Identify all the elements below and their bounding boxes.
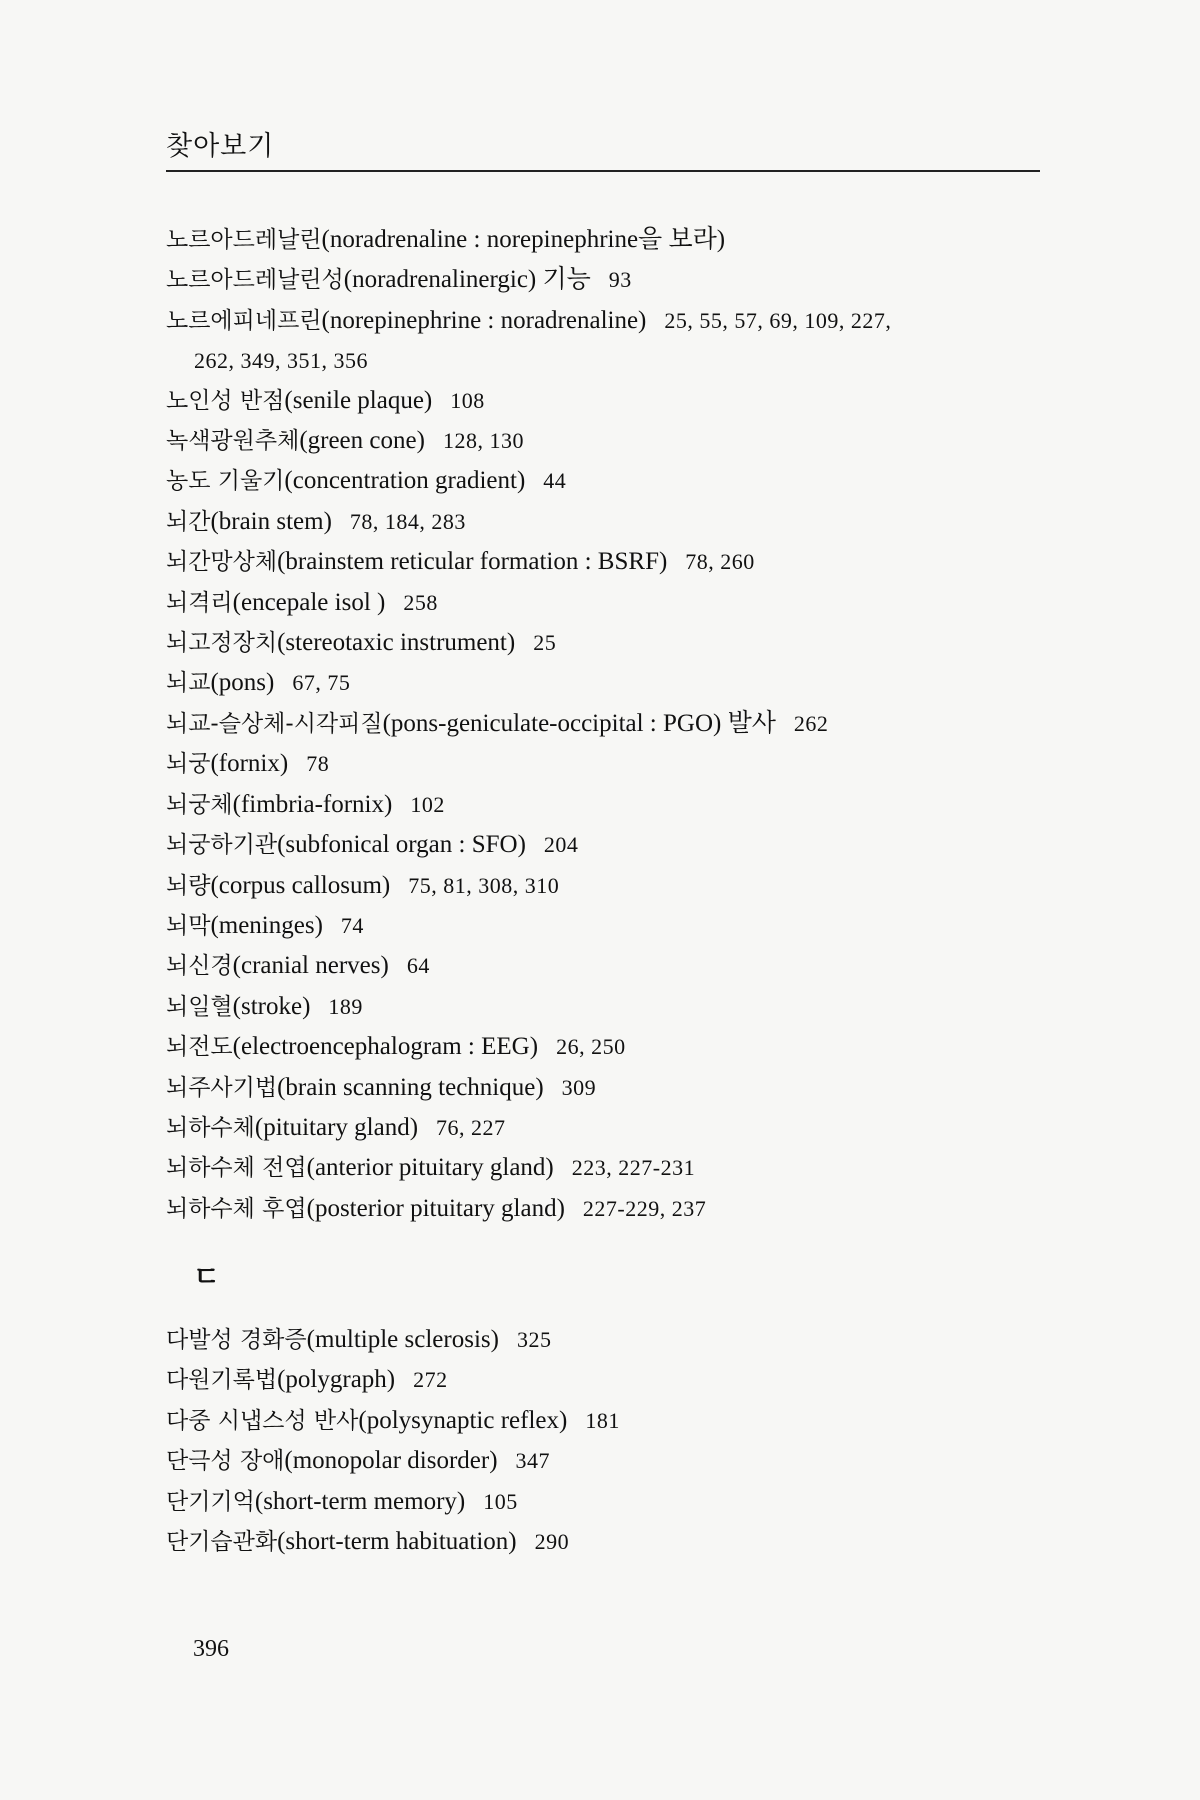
entry-pages: 290 xyxy=(534,1529,570,1555)
entry-pages: 74 xyxy=(340,912,364,938)
index-entry-continuation xyxy=(166,341,1046,380)
entry-pages: 102 xyxy=(410,791,445,817)
entry-english-term: (pituitary gland) xyxy=(254,1113,419,1141)
index-entry xyxy=(166,583,1046,623)
entry-pages: 64 xyxy=(406,953,430,979)
entry-pages: 108 xyxy=(450,387,485,413)
index-entry xyxy=(166,1027,1046,1067)
entry-pages: 75, 81, 308, 310 xyxy=(408,872,560,898)
index-entry xyxy=(166,1189,1046,1229)
entry-korean-term: 뇌전도 xyxy=(166,1034,233,1061)
entry-pages: 105 xyxy=(483,1488,518,1514)
index-entry xyxy=(166,866,1046,906)
index-entry xyxy=(166,1148,1046,1188)
entry-pages: 258 xyxy=(403,589,438,615)
entry-english-term: (monopolar disorder) xyxy=(284,1447,498,1475)
index-entry xyxy=(166,623,1046,663)
entry-korean-term: 농도 기울기 xyxy=(166,468,285,495)
index-entry xyxy=(166,301,1046,341)
entry-pages: 25 xyxy=(533,630,557,656)
entry-korean-term: 뇌일혈 xyxy=(166,993,233,1020)
entry-korean-term: 노르에피네프린 xyxy=(166,307,322,334)
entry-pages: 181 xyxy=(585,1407,620,1433)
entry-english-term: (stereotaxic instrument) xyxy=(277,629,516,657)
section-heading-d: ㄷ xyxy=(193,1260,221,1293)
index-entry xyxy=(166,1482,1046,1522)
entry-pages: 128, 130 xyxy=(442,428,524,454)
index-list-n xyxy=(166,220,1046,1229)
entry-korean-term: 뇌교 xyxy=(166,670,211,697)
index-entry xyxy=(166,502,1046,542)
entry-korean-term: 뇌격리 xyxy=(166,589,233,616)
entry-english-term: (short-term habituation) xyxy=(277,1528,517,1556)
entry-english-term: (fimbria-fornix) xyxy=(232,790,393,818)
entry-english-term: (senile plaque) xyxy=(284,386,433,414)
entry-english-term: (cranial nerves) xyxy=(232,952,389,980)
entry-pages: 227-229, 237 xyxy=(582,1195,707,1221)
page-number: 396 xyxy=(193,1636,229,1662)
entry-pages: 25, 55, 57, 69, 109, 227, xyxy=(664,307,892,333)
entry-english-term: (anterior pituitary gland) xyxy=(306,1154,554,1182)
entry-korean-term: 단기습관화 xyxy=(166,1529,278,1556)
entry-pages: 347 xyxy=(515,1448,551,1474)
index-entry xyxy=(166,744,1046,784)
entry-pages: 26, 250 xyxy=(556,1034,626,1060)
entry-korean-term: 뇌궁 xyxy=(166,751,211,778)
entry-pages: 189 xyxy=(328,993,363,1019)
entry-pages: 78, 260 xyxy=(685,549,755,575)
page-header xyxy=(166,130,1040,172)
header-divider xyxy=(166,170,1040,172)
index-entry xyxy=(166,946,1046,986)
entry-english-term: (fornix) xyxy=(210,750,289,778)
index-entry xyxy=(166,1401,1046,1441)
entry-english-term: (encepale isol ) xyxy=(232,588,386,616)
entry-pages: 93 xyxy=(608,267,632,293)
entry-korean-term: 다중 시냅스성 반사 xyxy=(166,1407,359,1434)
entry-korean-term: 노르아드레날린성 xyxy=(166,267,344,294)
index-entry xyxy=(166,1068,1046,1108)
index-entry xyxy=(166,825,1046,865)
entry-english-term: (multiple sclerosis) xyxy=(306,1326,499,1353)
entry-english-term: (posterior pituitary gland) xyxy=(306,1194,565,1222)
index-entry xyxy=(166,1522,1046,1562)
index-entry xyxy=(166,785,1046,825)
index-entry xyxy=(166,1320,1046,1360)
entry-korean-term: 뇌주사기법 xyxy=(166,1074,278,1101)
entry-pages: 78, 184, 283 xyxy=(349,508,466,534)
entry-pages: 309 xyxy=(561,1074,597,1100)
entry-pages: 76, 227 xyxy=(436,1114,506,1140)
entry-pages: 272 xyxy=(413,1367,448,1393)
entry-english-term: (brain scanning technique) xyxy=(277,1073,544,1101)
entry-korean-term: 뇌하수체 후엽 xyxy=(166,1195,307,1222)
entry-english-term: (stroke) xyxy=(232,992,311,1020)
entry-korean-term: 뇌궁하기관 xyxy=(166,832,278,859)
entry-korean-term: 뇌신경 xyxy=(166,953,233,980)
entry-pages: 78 xyxy=(306,751,330,777)
index-entry xyxy=(166,1441,1046,1481)
entry-english-term: (green cone) xyxy=(299,427,425,455)
entry-korean-term: 다원기록법 xyxy=(166,1367,278,1394)
entry-english-term: (brain stem) xyxy=(210,507,332,535)
index-entry xyxy=(166,704,1046,744)
index-entry xyxy=(166,542,1046,582)
entry-english-term: (brainstem reticular formation : BSRF) xyxy=(277,548,668,576)
entry-korean-term: 노르아드레날린 xyxy=(166,227,322,253)
index-entry xyxy=(166,1108,1046,1148)
index-entry xyxy=(166,663,1046,703)
entry-english-term: (corpus callosum) xyxy=(210,871,391,899)
entry-korean-term: 단극성 장애 xyxy=(166,1448,285,1475)
entry-korean-term: 뇌간 xyxy=(166,508,211,535)
entry-english-term: (noradrenalinergic) 기능 xyxy=(343,266,591,294)
entry-english-term: (noradrenaline : norepinephrine을 보라) xyxy=(321,226,726,253)
entry-korean-term: 뇌막 xyxy=(166,912,211,939)
entry-korean-term: 뇌하수체 전엽 xyxy=(166,1155,307,1182)
index-entry xyxy=(166,220,1046,260)
entry-english-term: (meninges) xyxy=(210,911,323,939)
entry-english-term: (polysynaptic reflex) xyxy=(358,1406,568,1434)
entry-english-term: (short-term memory) xyxy=(254,1487,466,1515)
entry-pages: 44 xyxy=(543,468,567,494)
entry-pages: 67, 75 xyxy=(292,670,351,696)
entry-english-term: (norepinephrine : noradrenaline) xyxy=(321,306,647,334)
entry-korean-term: 뇌교-슬상체-시각피질 xyxy=(166,710,383,737)
entry-english-term: (pons-geniculate-occipital : PGO) 발사 xyxy=(382,709,776,737)
index-entry xyxy=(166,421,1046,461)
entry-pages: 262 xyxy=(793,710,829,736)
entry-korean-term: 다발성 경화증 xyxy=(166,1327,307,1353)
entry-pages: 223, 227-231 xyxy=(571,1155,696,1181)
entry-pages: 325 xyxy=(516,1327,552,1352)
entry-pages: 204 xyxy=(543,832,579,858)
entry-english-term: (pons) xyxy=(210,669,275,697)
index-list-d xyxy=(166,1320,1046,1562)
entry-english-term: (subfonical organ : SFO) xyxy=(277,831,526,859)
index-entry xyxy=(166,987,1046,1027)
entry-korean-term: 뇌하수체 xyxy=(166,1114,255,1141)
index-entry xyxy=(166,1360,1046,1400)
index-entry xyxy=(166,260,1046,300)
entry-korean-term: 단기기억 xyxy=(166,1488,255,1515)
entry-korean-term: 뇌간망상체 xyxy=(166,549,278,576)
entry-korean-term: 뇌고정장치 xyxy=(166,630,278,657)
page-title: 찾아보기 xyxy=(166,131,275,162)
entry-english-term: (polygraph) xyxy=(277,1366,396,1394)
entry-korean-term: 녹색광원추체 xyxy=(166,428,300,455)
index-entry xyxy=(166,461,1046,501)
entry-korean-term: 뇌궁체 xyxy=(166,791,233,818)
entry-english-term: (electroencephalogram : EEG) xyxy=(232,1033,539,1061)
entry-korean-term: 뇌량 xyxy=(166,872,211,899)
entry-pages: 262, 349, 351, 356 xyxy=(194,348,368,374)
index-entry xyxy=(166,906,1046,946)
index-entry xyxy=(166,381,1046,421)
entry-korean-term: 노인성 반점 xyxy=(166,387,285,414)
entry-english-term: (concentration gradient) xyxy=(284,467,526,495)
